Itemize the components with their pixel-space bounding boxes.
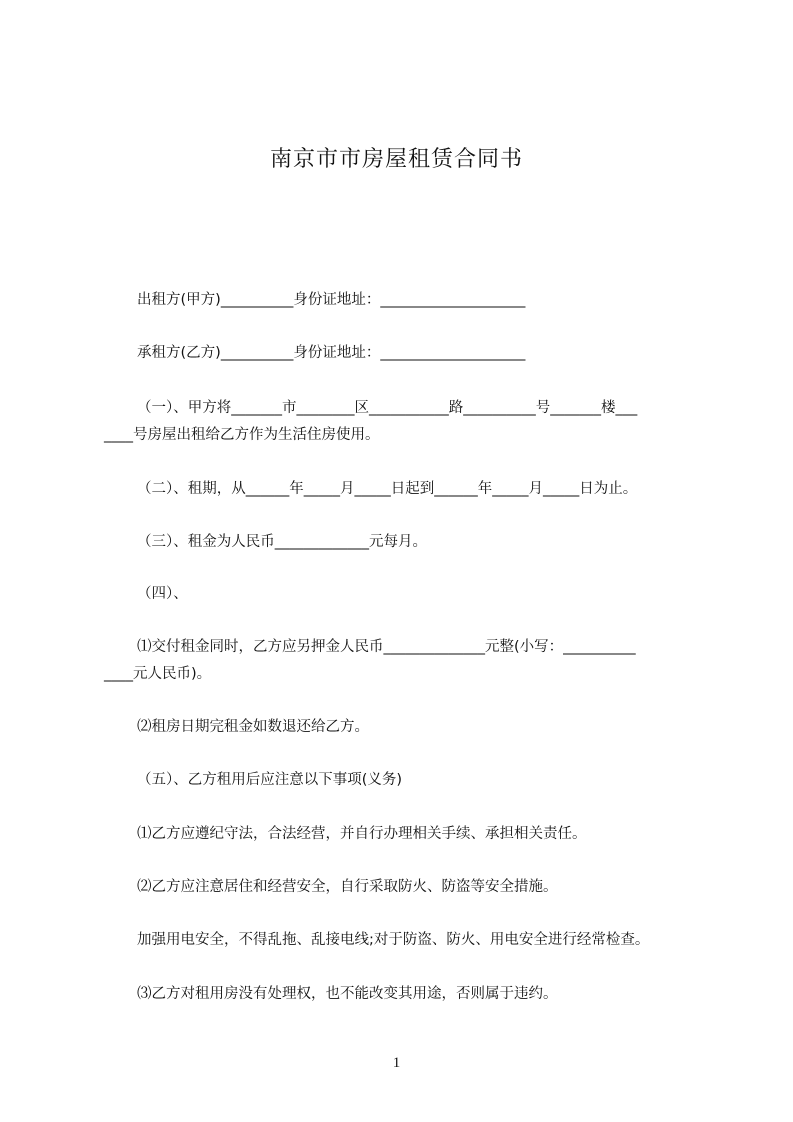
clause-5-item-2: ⑵乙方应注意居住和经营安全，自行采取防火、防盗等安全措施。 bbox=[137, 879, 558, 895]
document-title: 南京市市房屋租赁合同书 bbox=[269, 147, 523, 172]
page-number: 1 bbox=[392, 1055, 401, 1071]
clause-4-item-1-line-2: ____元人民币)。 bbox=[104, 666, 212, 682]
lessor-line: 出租方(甲方)__________身份证地址：____________________ bbox=[137, 292, 526, 308]
clause-5-item-2-continued: 加强用电安全，不得乱拖、乱接电线;对于防盗、防火、用电安全进行经常检查。 bbox=[137, 932, 650, 948]
clause-1-line-1: （一）、甲方将_______市________区___________路__________号_______楼___ bbox=[137, 400, 638, 416]
lessee-line: 承租方(乙方)__________身份证地址：____________________ bbox=[137, 345, 526, 361]
clause-5-item-3: ⑶乙方对租用房没有处理权，也不能改变其用途，否则属于违约。 bbox=[137, 986, 558, 1002]
clause-1-line-2: ____号房屋出租给乙方作为生活住房使用。 bbox=[104, 427, 380, 443]
clause-5-heading: （五）、乙方租用后应注意以下事项(义务) bbox=[137, 772, 403, 788]
clause-4-heading: （四）、 bbox=[137, 586, 188, 602]
clause-4-item-2: ⑵租房日期完租金如数退还给乙方。 bbox=[137, 719, 369, 735]
clause-5-item-1: ⑴乙方应遵纪守法，合法经营，并自行办理相关手续、承担相关责任。 bbox=[137, 826, 587, 842]
clause-4-item-1-line-1: ⑴交付租金同时，乙方应另押金人民币______________元整(小写：__________ bbox=[137, 639, 636, 655]
clause-2-line: （二）、租期，从______年_____月_____日起到______年_____月_____日为止。 bbox=[137, 481, 638, 497]
clause-3-line: （三）、租金为人民币_____________元每月。 bbox=[137, 534, 427, 550]
